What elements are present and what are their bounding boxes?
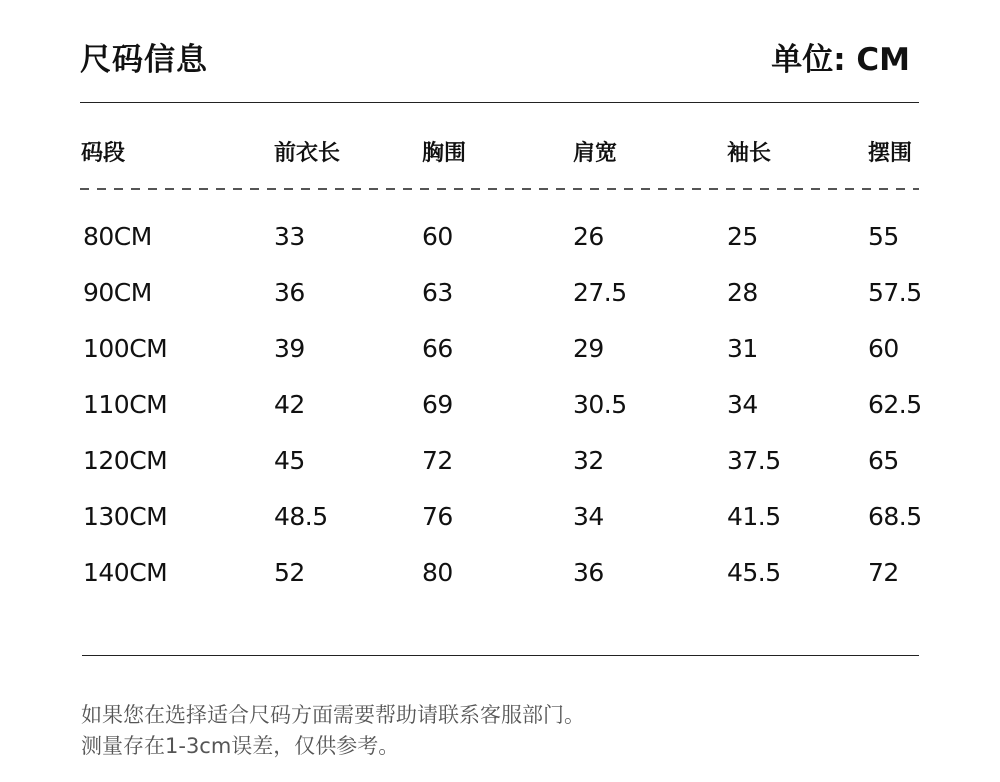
cell-front-length: 42 (274, 390, 305, 419)
cell-shoulder-width: 34 (573, 502, 604, 531)
cell-front-length: 33 (274, 222, 305, 251)
cell-hem: 68.5 (868, 502, 922, 531)
cell-hem: 65 (868, 446, 899, 475)
cell-hem: 62.5 (868, 390, 922, 419)
unit-label: 单位: CM (771, 42, 910, 78)
cell-shoulder-width: 26 (573, 222, 604, 251)
cell-chest: 60 (422, 222, 453, 251)
cell-sleeve-length: 34 (727, 390, 758, 419)
header-sleeve-length: 袖长 (727, 141, 772, 166)
cell-chest: 80 (422, 558, 453, 587)
header-front-length: 前衣长 (274, 141, 341, 166)
header-hem: 摆围 (868, 141, 913, 166)
cell-size-range: 110CM (83, 390, 168, 419)
cell-hem: 55 (868, 222, 899, 251)
cell-front-length: 45 (274, 446, 305, 475)
cell-sleeve-length: 25 (727, 222, 758, 251)
cell-size-range: 130CM (83, 502, 168, 531)
page-title: 尺码信息 (80, 42, 208, 78)
bottom-divider (82, 655, 919, 656)
header-chest: 胸围 (422, 141, 467, 166)
cell-chest: 72 (422, 446, 453, 475)
cell-front-length: 52 (274, 558, 305, 587)
cell-front-length: 39 (274, 334, 305, 363)
cell-size-range: 100CM (83, 334, 168, 363)
cell-size-range: 90CM (83, 278, 152, 307)
cell-sleeve-length: 37.5 (727, 446, 781, 475)
cell-hem: 72 (868, 558, 899, 587)
header-size-range: 码段 (81, 141, 126, 166)
cell-shoulder-width: 32 (573, 446, 604, 475)
cell-hem: 57.5 (868, 278, 922, 307)
cell-size-range: 120CM (83, 446, 168, 475)
header-shoulder-width: 肩宽 (573, 141, 618, 166)
cell-shoulder-width: 27.5 (573, 278, 627, 307)
cell-hem: 60 (868, 334, 899, 363)
cell-front-length: 36 (274, 278, 305, 307)
measurement-note: 测量存在1-3cm误差，仅供参考。 (81, 734, 400, 758)
cell-sleeve-length: 41.5 (727, 502, 781, 531)
cell-chest: 69 (422, 390, 453, 419)
header-dashed-divider (80, 188, 919, 190)
cell-shoulder-width: 30.5 (573, 390, 627, 419)
cell-size-range: 140CM (83, 558, 168, 587)
cell-front-length: 48.5 (274, 502, 328, 531)
cell-size-range: 80CM (83, 222, 152, 251)
cell-chest: 63 (422, 278, 453, 307)
cell-sleeve-length: 28 (727, 278, 758, 307)
cell-shoulder-width: 29 (573, 334, 604, 363)
cell-sleeve-length: 31 (727, 334, 758, 363)
cell-shoulder-width: 36 (573, 558, 604, 587)
cell-sleeve-length: 45.5 (727, 558, 781, 587)
help-note: 如果您在选择适合尺码方面需要帮助请联系客服部门。 (81, 703, 585, 727)
top-divider (80, 102, 919, 103)
cell-chest: 76 (422, 502, 453, 531)
cell-chest: 66 (422, 334, 453, 363)
